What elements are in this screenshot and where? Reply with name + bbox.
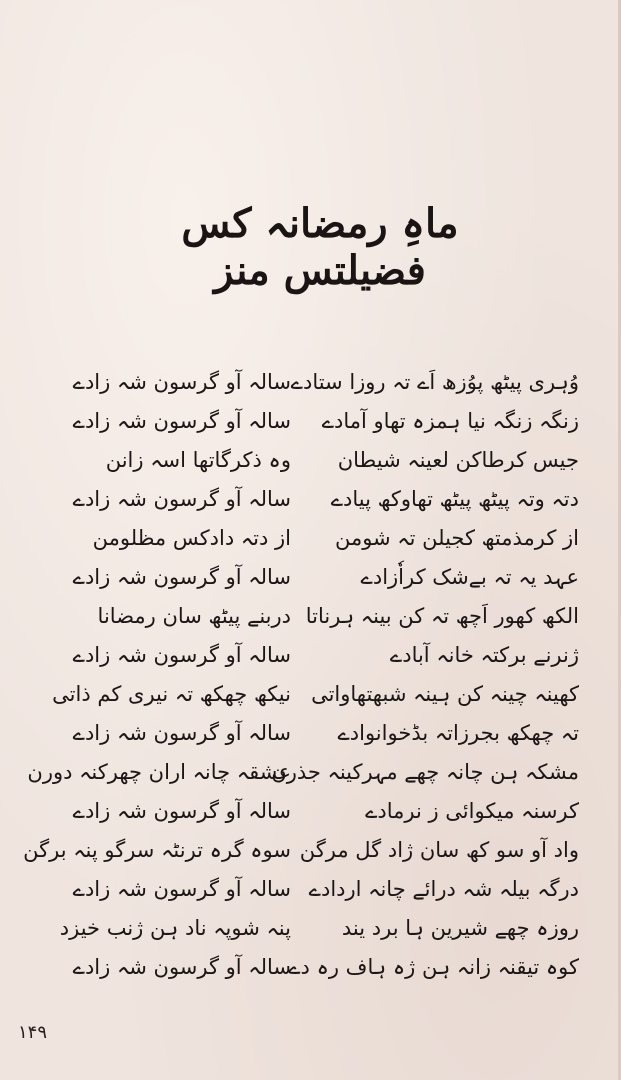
verse-line: کوہ تیقنہ زانہ ہن ژہ ہاف رہ دے <box>288 955 579 979</box>
verse-refrain: سالہ آو گرسون شہ زادے <box>72 565 291 589</box>
verse-line: کھینہ چینہ کن ہینہ شبھتھاواتی <box>311 682 579 706</box>
verse-line: دربنے پیٹھ سان رمضانا <box>97 604 291 628</box>
verse-line: دتہ وتہ پیٹھ پیٹھ تھاوکھ پیادے <box>330 487 579 511</box>
verse-line: الکھ کھور اَچھ تہ کن بینہ ہرناتا <box>305 604 579 628</box>
verse-line: کرسنہ میکوائی ز نرمادے <box>365 799 579 823</box>
verse-line: نیکھ چھکھ تہ نیری کم ذاتی <box>52 682 291 706</box>
verse-refrain: سالہ آو گرسون شہ زادے <box>72 799 291 823</box>
verse-line: زنگہ زنگہ نیا ہمزہ تھاو آمادے <box>321 409 579 433</box>
verse-line: روزہ چھے شیرین ہا برد یند <box>341 916 579 940</box>
verse-line: جیس کرطاکن لعینہ شیطان <box>337 448 579 472</box>
verse-refrain: سالہ آو گرسون شہ زادے <box>72 409 291 433</box>
verse-refrain: سالہ آو گرسون شہ زادے <box>72 955 291 979</box>
verse-line: واد آو سو کھ سان ژاد گل مرگن <box>299 838 579 862</box>
verse-refrain: سالہ آو گرسون شہ زادے <box>72 877 291 901</box>
verse-line: عہد یہ تہ بےشک کراٗزادے <box>360 565 579 589</box>
verse-refrain: سالہ آو گرسون شہ زادے <box>72 487 291 511</box>
verse-line: پنہ شوپہ ناد ہن ژنب خیزد <box>59 916 291 940</box>
verse-line: وُہری پیٹھ پوُزھ اَے تہ روزا ستادے <box>290 370 579 394</box>
verse-line: مشکہ ہن چانہ چھے مہرکینہ جذرن <box>271 760 579 784</box>
page-number: ۱۴۹ <box>18 1022 48 1043</box>
verse-line: سوہ گرہ ترنٹہ سرگو پنہ برگن <box>23 838 291 862</box>
verse-line: درگہ بیلہ شہ درائے چانہ اردادے <box>308 877 579 901</box>
verse-line: وہ ذکرگاتھا اسہ زانن <box>105 448 291 472</box>
verse-line: از کرمذمتھ کجیلن تہ شومن <box>334 526 579 550</box>
verse-refrain: سالہ آو گرسون شہ زادے <box>72 643 291 667</box>
page-title: ماہِ رمضانہ کس فضیلتس منز <box>181 200 459 294</box>
verse-line: ژنرنے برکتہ خانہ آبادے <box>389 643 579 667</box>
verse-line: تہ چھکھ بجرزاتہ بڈخوانوادے <box>337 721 579 745</box>
verse-line: عشقہ چانہ اران چھرکنہ دورن <box>27 760 291 784</box>
verse-refrain: سالہ آو گرسون شہ زادے <box>72 370 291 394</box>
verse-refrain: سالہ آو گرسون شہ زادے <box>72 721 291 745</box>
verse-line: از دتہ دادکس مظلومن <box>92 526 291 550</box>
